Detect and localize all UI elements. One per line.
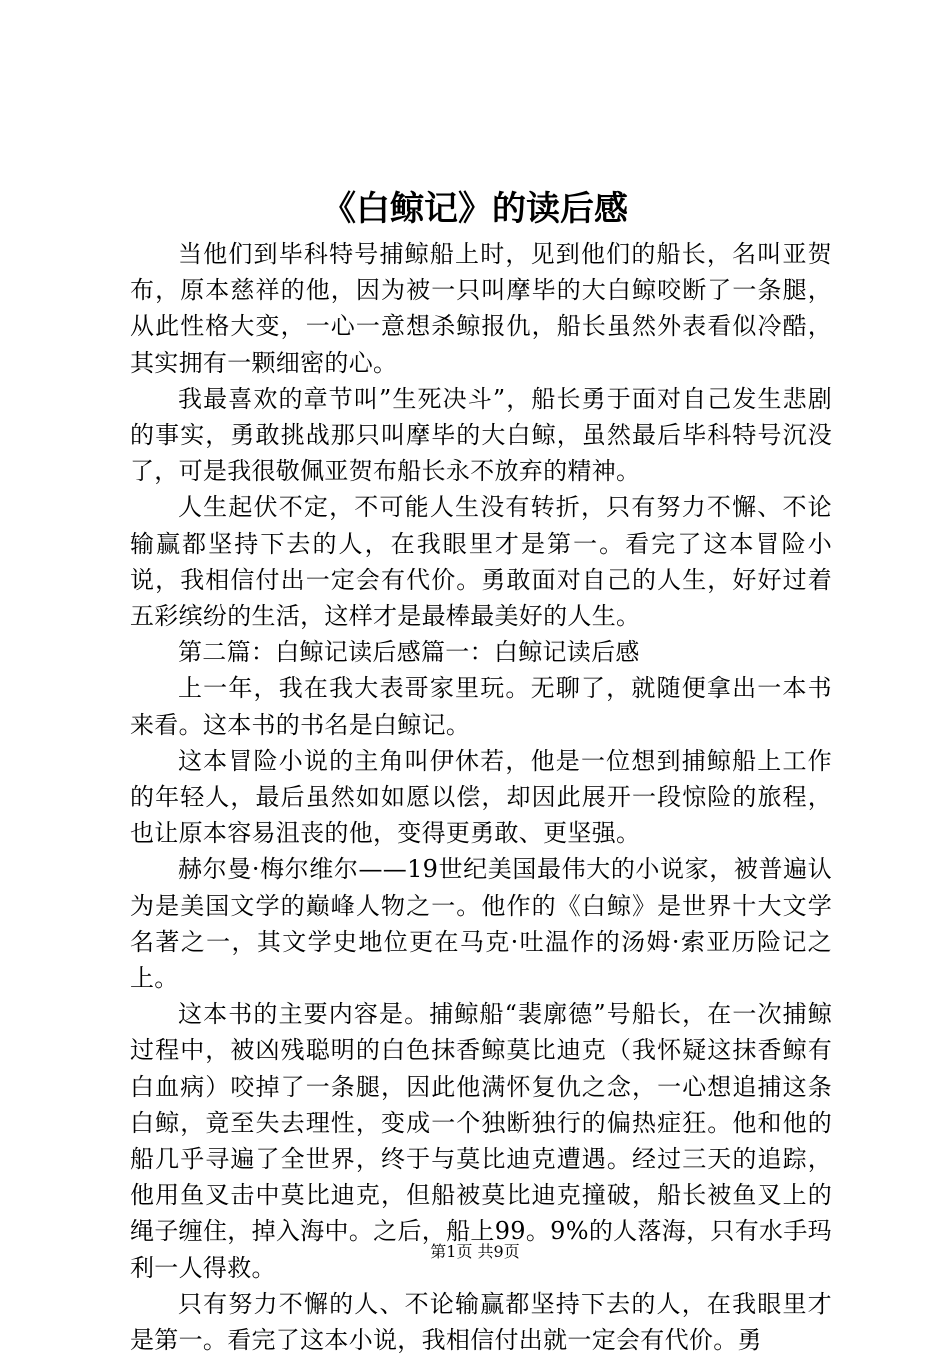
- paragraph-8: 这本书的主要内容是。捕鲸船“裴廓德”号船长，在一次捕鲸过程中，被凶残聪明的白色抹香鲸莫比迪克（我怀疑这抹香鲸有白血病）咬掉了一条腿，因此他满怀复仇之念，一心想追捕这条白鲸，竟至失去理性，变成一个独断独行的偏热症狂。他和他的船几乎寻遍了全世界，终于与莫比迪克遭遇。经过三天的追踪，他用鱼叉击中莫比迪克，但船被莫比迪克撞破，船长被鱼叉上的绳子缠住，掉入海中。之后，船上99。9%的人落海，只有水手玛利一人得救。: [130, 1000, 832, 1282]
- paragraph-7: 赫尔曼·梅尔维尔——19世纪美国最伟大的小说家，被普遍认为是美国文学的巅峰人物之一。他作的《白鲸》是世界十大文学名著之一，其文学史地位更在马克·吐温作的汤姆·索亚历险记之上。: [130, 855, 832, 993]
- page-indicator: 第1页 共9页: [430, 1242, 520, 1261]
- paragraph-6: 这本冒险小说的主角叫伊休若，他是一位想到捕鲸船上工作的年轻人，最后虽然如如愿以偿，却因此展开一段惊险的旅程，也让原本容易沮丧的他，变得更勇敢、更坚强。: [130, 746, 832, 848]
- paragraph-1: 当他们到毕科特号捕鲸船上时，见到他们的船长，名叫亚贺布，原本慈祥的他，因为被一只叫摩毕的大白鲸咬断了一条腿，从此性格大变，一心一意想杀鲸报仇，船长虽然外表看似冷酷，其实拥有一颗细密的心。: [130, 240, 832, 377]
- paragraph-9: 只有努力不懈的人、不论输赢都坚持下去的人，在我眼里才是第一。看完了这本小说，我相信付出就一定会有代价。勇: [130, 1289, 832, 1355]
- paragraph-2: 我最喜欢的章节叫”生死决斗”，船长勇于面对自己发生悲剧的事实，勇敢挑战那只叫摩毕的大白鲸，虽然最后毕科特号沉没了，可是我很敬佩亚贺布船长永不放弃的精神。: [130, 384, 832, 486]
- paragraph-3: 人生起伏不定，不可能人生没有转折，只有努力不懈、不论输赢都坚持下去的人，在我眼里才是第一。看完了这本冒险小说，我相信付出一定会有代价。勇敢面对自己的人生，好好过着五彩缤纷的生活，这样才是最棒最美好的人生。: [130, 493, 832, 631]
- document-title: 《白鲸记》的读后感: [322, 189, 628, 229]
- page-footer: [0, 1240, 950, 1264]
- document-body: [130, 236, 832, 1358]
- paragraph-5: 上一年，我在我大表哥家里玩。无聊了，就随便拿出一本书来看。这本书的书名是白鲸记。: [130, 674, 832, 739]
- section-heading: 第二篇：白鲸记读后感篇一：白鲸记读后感: [178, 638, 640, 667]
